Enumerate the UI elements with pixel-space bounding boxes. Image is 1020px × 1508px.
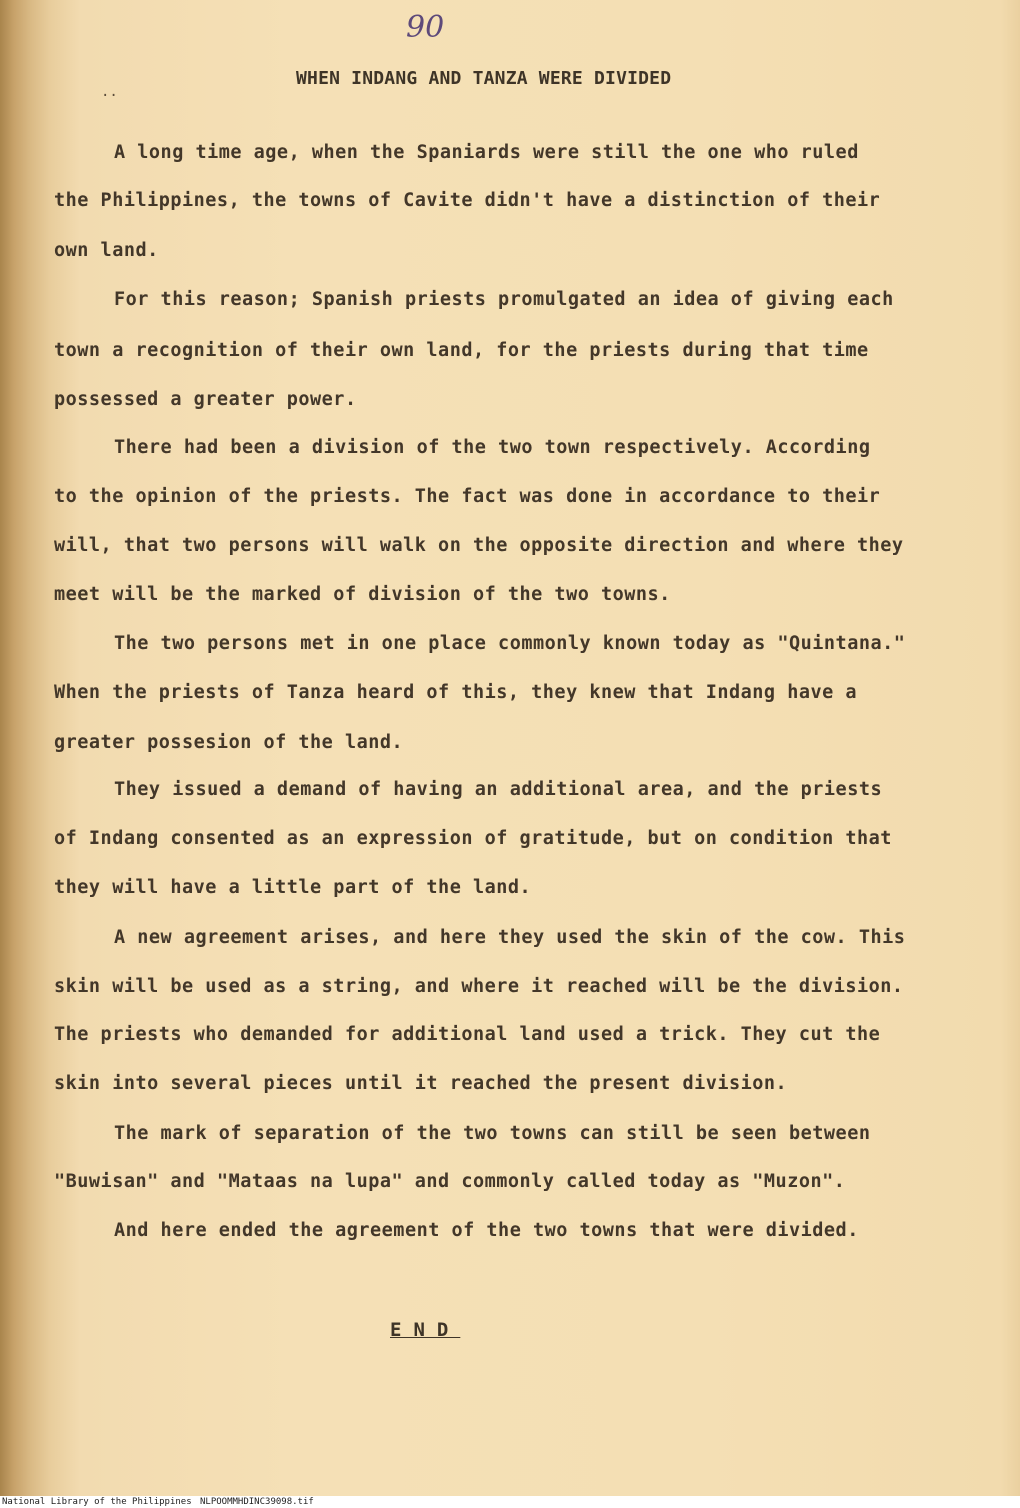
text-line: greater possesion of the land. (54, 732, 404, 753)
text-line: There had been a division of the two town respectively. According (114, 437, 871, 458)
text-line: own land. (54, 240, 159, 261)
page-number: 90 (406, 10, 445, 45)
text-line: The two persons met in one place commonly known today as "Quintana." (114, 633, 906, 654)
footer-filename: NLPOOMMHDINC39098.tif (200, 1497, 314, 1507)
text-line: to the opinion of the priests. The fact was done in accordance to their (54, 486, 881, 507)
text-line: They issued a demand of having an additional area, and the priests (114, 779, 883, 800)
scan-footer (0, 1496, 1020, 1508)
text-line: A new agreement arises, and here they used the skin of the cow. This (114, 927, 906, 948)
text-line: of Indang consented as an expression of gratitude, but on condition that (54, 828, 892, 849)
document-title: WHEN INDANG AND TANZA WERE DIVIDED (296, 68, 672, 89)
text-line: skin into several pieces until it reached the present division. (54, 1073, 788, 1094)
text-line: town a recognition of their own land, for the priests during that time (54, 340, 869, 361)
text-line: meet will be the marked of division of the two towns. (54, 584, 671, 605)
text-line: When the priests of Tanza heard of this, they knew that Indang have a (54, 682, 858, 703)
text-line: For this reason; Spanish priests promulgated an idea of giving each (114, 289, 894, 310)
text-line: will, that two persons will walk on the opposite direction and where they (54, 535, 904, 556)
text-line: The mark of separation of the two towns can still be seen between (114, 1123, 871, 1144)
text-line: possessed a greater power. (54, 389, 357, 410)
text-line: "Buwisan" and "Mataas na lupa" and commonly called today as "Muzon". (54, 1171, 846, 1192)
text-line: And here ended the agreement of the two towns that were divided. (114, 1220, 859, 1241)
footer-source: National Library of the Philippines (2, 1497, 192, 1507)
stray-marks: ·· (101, 88, 118, 104)
text-line: A long time age, when the Spaniards were still the one who ruled (114, 142, 859, 163)
text-line: the Philippines, the towns of Cavite didn't have a distinction of their (54, 190, 881, 211)
text-line: skin will be used as a string, and where it reached will be the division. (54, 976, 904, 997)
end-mark: END (390, 1319, 461, 1341)
text-line: they will have a little part of the land. (54, 877, 532, 898)
text-line: The priests who demanded for additional land used a trick. They cut the (54, 1024, 881, 1045)
